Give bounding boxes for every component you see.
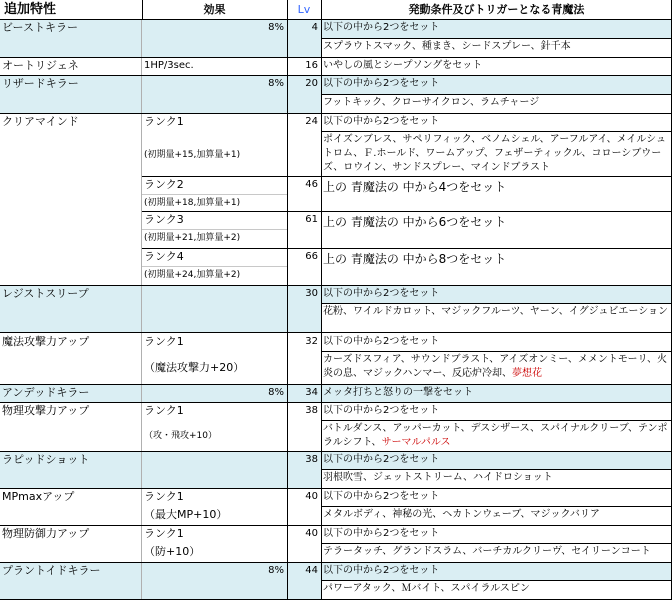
lv-rapid-shot: 38 bbox=[305, 454, 318, 465]
trait-plantoid-killer: プラントイドキラー bbox=[2, 564, 101, 577]
lv-resist-sleep: 30 bbox=[305, 288, 318, 299]
grid-sub-beast bbox=[321, 38, 672, 39]
grid-sub-cm2d bbox=[142, 194, 287, 195]
lv-phys-def: 40 bbox=[305, 528, 318, 539]
cond-phys-def-2: テラータッチ、グランドスラム、バーチカルクリーヴ、セイリーンコート bbox=[323, 546, 651, 557]
header-lv: Lv bbox=[297, 3, 311, 16]
rank-clear-mind-1: ランク1 bbox=[144, 115, 184, 128]
pct-lizard-killer: 8% bbox=[268, 78, 284, 89]
grid-vline-effect-left bbox=[142, 0, 143, 20]
cond-magic-atk-1: 以下の中から2つをセット bbox=[323, 336, 440, 347]
cond-undead-killer: メッタ打ちと怒りの一撃をセット bbox=[321, 385, 672, 403]
trait-beast-killer: ビーストキラー bbox=[2, 21, 79, 34]
cond-phys-atk-red: サーマルパルス bbox=[381, 437, 451, 448]
cond-phys-def-1: 以下の中から2つをセット bbox=[323, 528, 440, 539]
rank-phys-atk: ランク1 bbox=[144, 404, 184, 417]
trait-autoregen: オートリジェネ bbox=[2, 59, 79, 72]
grid-hline-r4 bbox=[0, 285, 672, 286]
detail-clear-mind-3: (初期量+21,加算量+2) bbox=[144, 233, 241, 243]
grid-hline-r3 bbox=[0, 113, 672, 114]
pct-undead-killer: 8% bbox=[268, 387, 284, 398]
cond-phys-atk-2 bbox=[321, 421, 672, 451]
effect-autoregen: 1HP/3sec. bbox=[144, 60, 194, 71]
grid-hline-r9 bbox=[0, 488, 672, 489]
grid-sub-cm2 bbox=[142, 176, 672, 177]
cond-phys-atk-1: 以下の中から2つをセット bbox=[323, 405, 440, 416]
cond-magic-atk-spells: カーズドスフィア、サウンドブラスト、アイズオンミー、メメントモーリ、火炎の息、マジックハンマー、反応炉冷却、 bbox=[323, 354, 667, 379]
grid-sub-cm1a bbox=[321, 131, 672, 132]
trait-clear-mind: クリアマインド bbox=[2, 115, 79, 128]
grid-vline-effect-body bbox=[141, 20, 142, 600]
trait-rapid-shot: ラピッドショット bbox=[2, 453, 90, 466]
grid-sub-sleep bbox=[321, 303, 672, 304]
cond-clear-mind-spells: ポイズンブレス、サペリフィック、ベノムシェル、アーフルアイ、メイルシュトロム、Ｆ.ホールド、ワームアップ、フェザーティックル、コローシブウーズ、ロウイン、サンドスプレー、マインドブラスト bbox=[323, 134, 666, 173]
lv-plantoid-killer: 44 bbox=[305, 565, 318, 576]
trait-lizard-killer: リザードキラー bbox=[2, 77, 79, 90]
cond-plantoid-killer-1: 以下の中から2つをセット bbox=[321, 563, 672, 581]
trait-phys-atk: 物理攻撃力アップ bbox=[2, 404, 90, 417]
grid-hline-header bbox=[0, 19, 672, 20]
detail-clear-mind-4: (初期量+24,加算量+2) bbox=[144, 270, 241, 280]
lv-lizard-killer: 20 bbox=[305, 78, 318, 89]
lv-clear-mind-1: 24 bbox=[305, 116, 318, 127]
grid-sub-lizard bbox=[321, 94, 672, 95]
grid-hline-r5 bbox=[0, 332, 672, 333]
lv-clear-mind-4: 66 bbox=[305, 251, 318, 262]
cond-clear-mind-4: 上の 青魔法の 中から8つをセット bbox=[323, 252, 507, 266]
cond-clear-mind-1: 以下の中から2つをセット bbox=[323, 116, 440, 127]
lv-clear-mind-3: 61 bbox=[305, 214, 318, 225]
cond-clear-mind-3: 上の 青魔法の 中から6つをセット bbox=[323, 215, 507, 229]
grid-sub-matk bbox=[321, 351, 672, 352]
rank-mp-max: ランク1 bbox=[144, 490, 184, 503]
grid-sub-cm3d bbox=[142, 229, 287, 230]
cond-mp-max-2: メタルボディ、神秘の光、ヘカトンウェーブ、マジックバリア bbox=[323, 509, 600, 520]
rank-clear-mind-3: ランク3 bbox=[144, 213, 184, 226]
grid-hline-r6 bbox=[0, 384, 672, 385]
header-condition: 発動条件及びトリガーとなる青魔法 bbox=[408, 3, 585, 16]
detail-clear-mind-2: (初期量+18,加算量+1) bbox=[144, 198, 241, 208]
grid-vline-cond-left bbox=[321, 0, 322, 600]
grid-vline-lv-header bbox=[287, 0, 288, 20]
trait-magic-atk: 魔法攻撃力アップ bbox=[2, 335, 90, 348]
grid-vline-lv-left bbox=[287, 20, 288, 600]
detail-phys-atk: （攻・飛攻+10） bbox=[144, 431, 217, 441]
trait-phys-def: 物理防御力アップ bbox=[2, 527, 90, 540]
header-trait: 追加特性 bbox=[4, 2, 57, 17]
grid-sub-rapid bbox=[321, 469, 672, 470]
detail-clear-mind-1: (初期量+15,加算量+1) bbox=[144, 150, 241, 160]
pct-plantoid-killer: 8% bbox=[268, 565, 284, 576]
trait-resist-sleep: レジストスリープ bbox=[2, 287, 89, 300]
grid-hline-r8 bbox=[0, 451, 672, 452]
grid-sub-cm4 bbox=[142, 248, 672, 249]
rank-magic-atk: ランク1 bbox=[144, 335, 184, 348]
cond-beast-killer-1: 以下の中から2つをセット bbox=[321, 20, 672, 39]
cond-resist-sleep-1: 以下の中から2つをセット bbox=[321, 286, 672, 304]
cond-beast-killer-2: スプラウトスマック、種まき、シードスプレー、針千本 bbox=[323, 41, 571, 52]
trait-mp-max: MPmaxアップ bbox=[2, 490, 75, 503]
rank-clear-mind-4: ランク4 bbox=[144, 250, 184, 263]
cond-rapid-shot-1: 以下の中から2つをセット bbox=[321, 452, 672, 470]
lv-beast-killer: 4 bbox=[311, 22, 318, 33]
grid-hline-r11 bbox=[0, 562, 672, 563]
pct-beast-killer: 8% bbox=[268, 22, 284, 33]
cond-plantoid-killer-2: パワーアタック、Ｍバイト、スパイラルスピン bbox=[323, 583, 530, 594]
rank-clear-mind-2: ランク2 bbox=[144, 178, 184, 191]
grid-hline-r1 bbox=[0, 57, 672, 58]
lv-magic-atk: 32 bbox=[305, 336, 318, 347]
grid-sub-cm4d bbox=[142, 266, 287, 267]
grid-sub-cm3 bbox=[142, 211, 672, 212]
cond-lizard-killer-2: フットキック、クローサイクロン、ラムチャージ bbox=[323, 97, 540, 108]
grid-hline-r2 bbox=[0, 75, 672, 76]
cond-resist-sleep-2: 花粉、ワイルドカロット、マジックフルーツ、ヤーン、イグジュビエーション bbox=[323, 306, 668, 317]
grid-sub-pdef bbox=[321, 543, 672, 544]
grid-hline-r10 bbox=[0, 525, 672, 526]
cond-magic-atk-2 bbox=[321, 352, 672, 384]
lv-undead-killer: 34 bbox=[305, 387, 318, 398]
detail-mp-max: （最大MP+10） bbox=[144, 508, 228, 521]
lv-clear-mind-2: 46 bbox=[305, 179, 318, 190]
detail-magic-atk: （魔法攻撃力+20） bbox=[144, 361, 245, 374]
cond-clear-mind-2: 上の 青魔法の 中から4つをセット bbox=[323, 180, 507, 194]
lv-mp-max: 40 bbox=[305, 491, 318, 502]
cond-autoregen: いやしの風とシープソングをセット bbox=[323, 60, 483, 71]
header-effect: 効果 bbox=[203, 3, 226, 16]
cond-phys-atk-spells: バトルダンス、アッパーカット、デスシザース、スパイナルクリーブ、テンポラルシフト、 bbox=[323, 423, 668, 448]
rank-phys-def: ランク1 bbox=[144, 527, 184, 540]
trait-undead-killer: アンデッドキラー bbox=[2, 386, 90, 399]
cond-magic-atk-red: 夢想花 bbox=[512, 368, 542, 379]
grid-sub-patk bbox=[321, 420, 672, 421]
cond-lizard-killer-1: 以下の中から2つをセット bbox=[321, 76, 672, 95]
grid-sub-mp bbox=[321, 506, 672, 507]
detail-phys-def: （防+10） bbox=[144, 545, 201, 558]
grid-sub-plant bbox=[321, 580, 672, 581]
grid-hline-r7 bbox=[0, 402, 672, 403]
cond-mp-max-1: 以下の中から2つをセット bbox=[323, 491, 440, 502]
cond-rapid-shot-2: 羽根吹雪、ジェットストリーム、ハイドロショット bbox=[323, 472, 553, 483]
lv-phys-atk: 38 bbox=[305, 405, 318, 416]
lv-autoregen: 16 bbox=[305, 60, 318, 71]
